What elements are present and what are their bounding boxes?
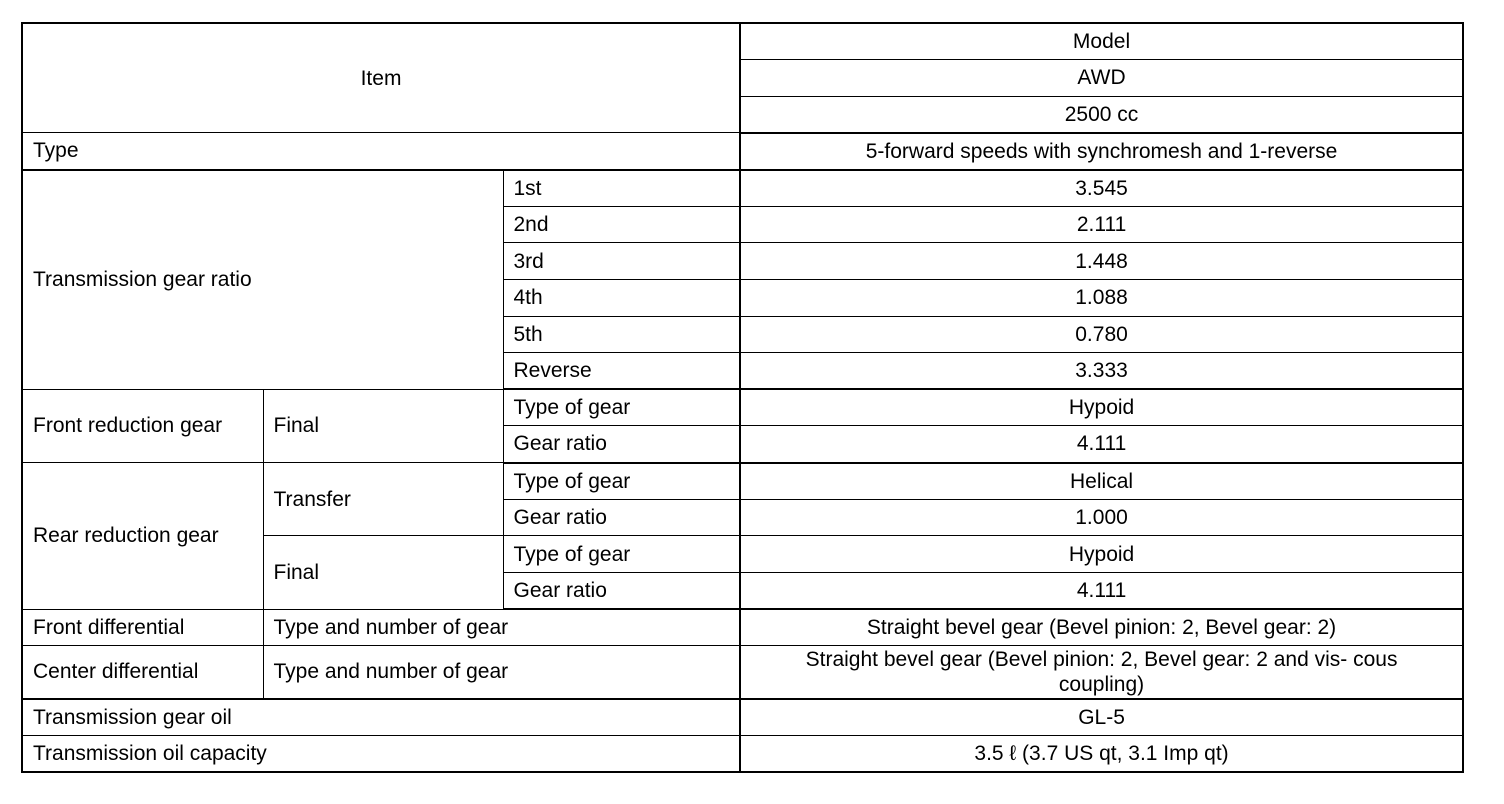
- gear-name: Reverse: [503, 353, 740, 390]
- gear-oil-value: GL-5: [740, 699, 1463, 736]
- rear-transfer-type-value: Helical: [740, 463, 1463, 500]
- header-model: Model: [740, 23, 1463, 60]
- gear-value: 3.545: [740, 170, 1463, 207]
- gear-name: 1st: [503, 170, 740, 207]
- front-final-type-value: Hypoid: [740, 389, 1463, 426]
- gear-value: 2.111: [740, 206, 1463, 243]
- rear-final-ratio-label: Gear ratio: [503, 572, 740, 609]
- rear-reduction-label: Rear reduction gear: [22, 463, 263, 610]
- gear-oil-label: Transmission gear oil: [22, 699, 740, 736]
- header-drive: AWD: [740, 60, 1463, 97]
- gear-value: 0.780: [740, 316, 1463, 353]
- rear-final-ratio-value: 4.111: [740, 572, 1463, 609]
- rear-transfer-type-label: Type of gear: [503, 463, 740, 500]
- gear-value: 1.088: [740, 279, 1463, 316]
- rear-final-type-label: Type of gear: [503, 536, 740, 573]
- header-item: Item: [22, 23, 740, 133]
- front-differential-sub: Type and number of gear: [263, 609, 740, 646]
- front-differential-label: Front differential: [22, 609, 263, 646]
- rear-final-label: Final: [263, 536, 503, 609]
- type-value: 5-forward speeds with synchromesh and 1-reverse: [740, 133, 1463, 170]
- front-final-type-label: Type of gear: [503, 389, 740, 426]
- oil-capacity-value: 3.5 ℓ (3.7 US qt, 3.1 Imp qt): [740, 735, 1463, 772]
- gear-value: 1.448: [740, 243, 1463, 280]
- front-reduction-label: Front reduction gear: [22, 389, 263, 462]
- front-final-label: Final: [263, 389, 503, 462]
- center-differential-sub: Type and number of gear: [263, 646, 740, 699]
- center-differential-value: Straight bevel gear (Bevel pinion: 2, Bevel gear: 2 and vis- cous coupling): [740, 646, 1463, 699]
- gear-name: 4th: [503, 279, 740, 316]
- front-final-ratio-label: Gear ratio: [503, 426, 740, 463]
- rear-transfer-label: Transfer: [263, 463, 503, 536]
- gear-name: 2nd: [503, 206, 740, 243]
- front-differential-value: Straight bevel gear (Bevel pinion: 2, Bevel gear: 2): [740, 609, 1463, 646]
- rear-transfer-ratio-label: Gear ratio: [503, 499, 740, 536]
- rear-transfer-ratio-value: 1.000: [740, 499, 1463, 536]
- gear-name: 3rd: [503, 243, 740, 280]
- gear-ratio-label: Transmission gear ratio: [22, 170, 503, 390]
- oil-capacity-label: Transmission oil capacity: [22, 735, 740, 772]
- header-displacement: 2500 cc: [740, 96, 1463, 133]
- gear-value: 3.333: [740, 353, 1463, 390]
- rear-final-type-value: Hypoid: [740, 536, 1463, 573]
- front-final-ratio-value: 4.111: [740, 426, 1463, 463]
- type-label: Type: [22, 133, 740, 170]
- gear-name: 5th: [503, 316, 740, 353]
- center-differential-label: Center differential: [22, 646, 263, 699]
- specification-table: [21, 22, 1464, 773]
